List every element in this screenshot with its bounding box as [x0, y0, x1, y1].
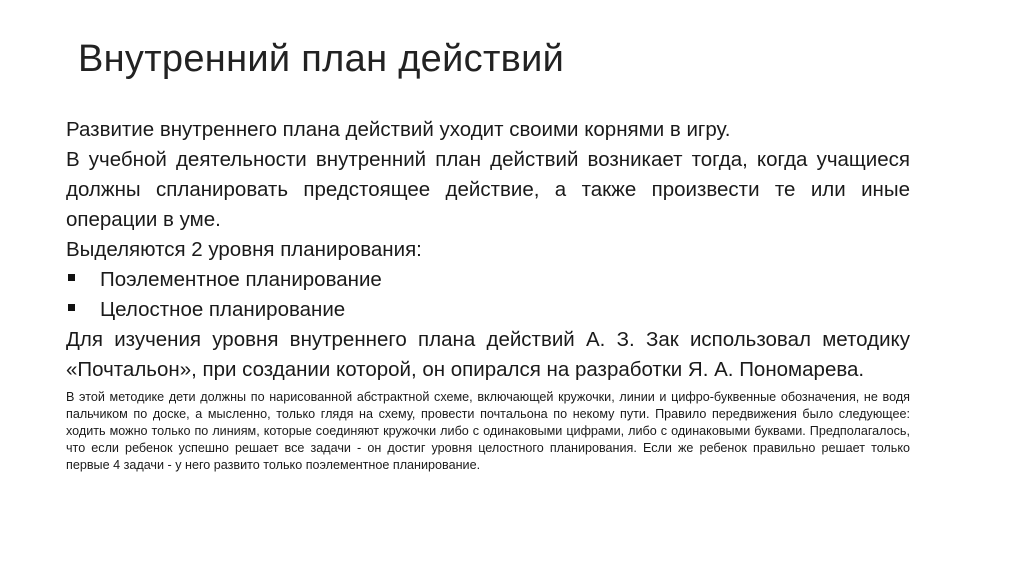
- square-bullet-icon: [68, 274, 75, 281]
- bullet-item-element-planning: [66, 265, 910, 295]
- method-description: В этой методике дети должны по нарисованной абстрактной схеме, включающей кружочки, линии и цифро-буквенные обозначения, не водя пальчиком по доске, а мысленно, только глядя на схему, провести почтальона по некому пути. Правило передвижения было следующее: ходить можно только по линиям, которые соединяют кружочки либо с одинаковыми цифрами, либо с одинаковыми буквами. Предполагалось, что если ребенок успешно решает все задачи - он достиг уровня целостного планирования. Если же ребенок правильно решает только первые 4 задачи - у него развито только поэлементное планирование.: [66, 390, 910, 472]
- study-paragraph: Для изучения уровня внутреннего плана действий А. З. Зак использовал методику «Почтальон», при создании которой, он опирался на разработки Я. А. Пономарева.: [66, 328, 910, 381]
- planning-levels-heading: Выделяются 2 уровня планирования:: [66, 238, 422, 261]
- bullet-label: Поэлементное планирование: [100, 268, 382, 291]
- bullet-item-holistic-planning: [66, 295, 910, 325]
- intro-paragraph: Развитие внутреннего плана действий уходит своими корнями в игру.: [66, 118, 731, 141]
- bullet-label: Целостное планирование: [100, 298, 346, 321]
- square-bullet-icon: [68, 304, 75, 311]
- learning-activity-paragraph: В учебной деятельности внутренний план действий возникает тогда, когда учащиеся должны спланировать предстоящее действие, а также произвести те или иные операции в уме.: [66, 148, 910, 231]
- slide-title: Внутренний план действий: [78, 38, 565, 80]
- slide-content: [66, 115, 910, 474]
